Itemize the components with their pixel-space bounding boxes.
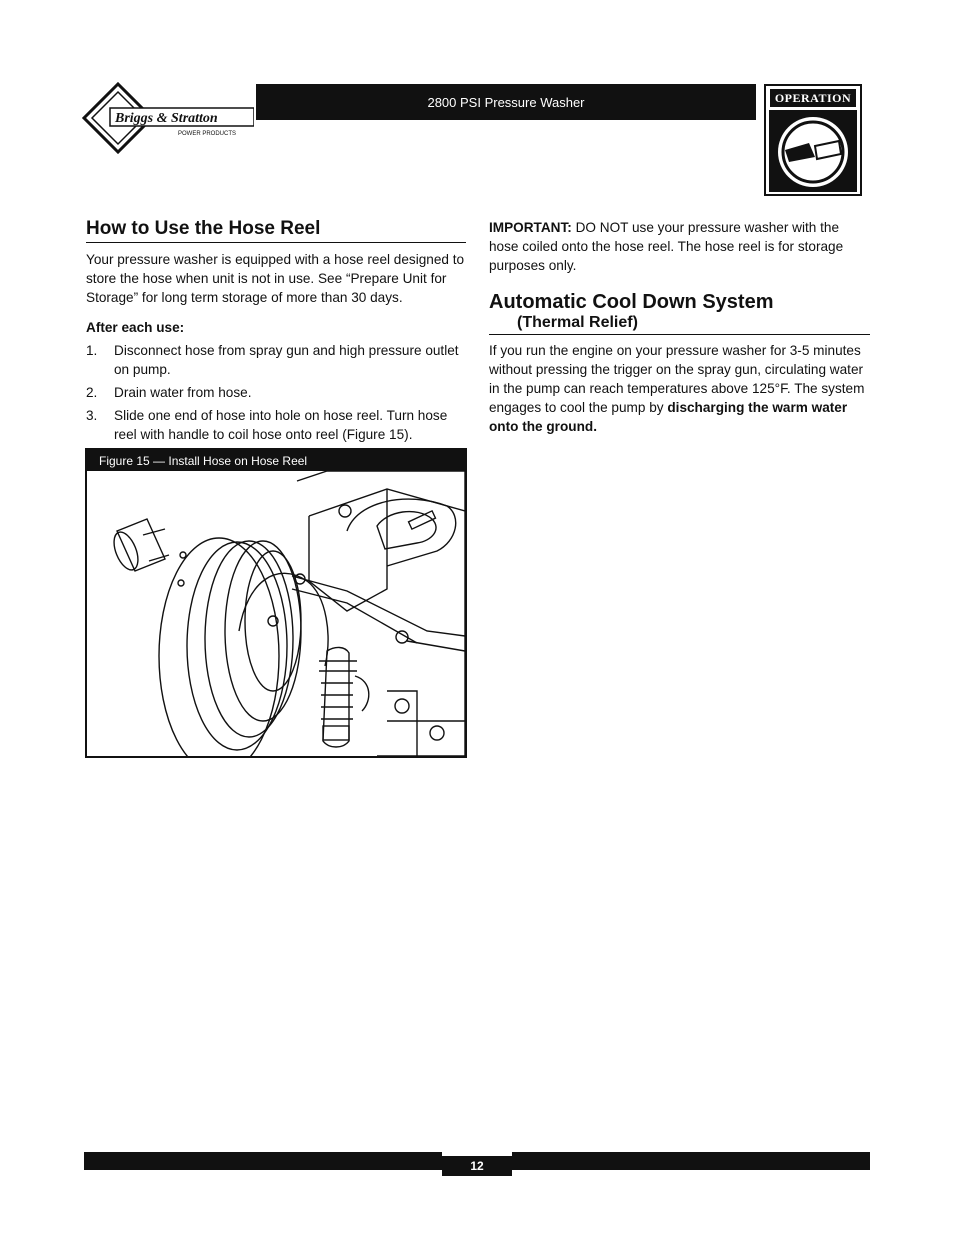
brand-name: Briggs & Stratton — [115, 111, 218, 126]
hose-reel-illustration — [87, 471, 465, 761]
footer-bar-right — [512, 1152, 870, 1170]
hose-reel-intro: Your pressure washer is equipped with a hose reel designed to store the hose when unit is not in use. See “Prepare Unit for Storage” for long term storage of more than 30 days. — [86, 252, 465, 305]
after-each-use-label: After each use: — [86, 320, 185, 335]
figure-caption: Figure 15 — Install Hose on Hose Reel — [87, 450, 465, 471]
step-text: Slide one end of hose into hole on hose reel. Turn hose reel with handle to coil hose onto reel (Figure 15). — [114, 408, 448, 442]
page-number: 12 — [442, 1156, 512, 1176]
hose-reel-steps — [86, 341, 466, 444]
step-text: Disconnect hose from spray gun and high pressure outlet on pump. — [114, 343, 459, 377]
thermal-relief-subheading: (Thermal Relief) — [489, 314, 870, 335]
operation-icon — [769, 110, 857, 197]
hose-reel-heading: How to Use the Hose Reel — [86, 218, 466, 243]
cool-down-heading: Automatic Cool Down System — [489, 291, 774, 313]
step-text: Drain water from hose. — [114, 385, 252, 400]
brand-tagline: POWER PRODUCTS — [178, 131, 237, 137]
left-column — [86, 218, 466, 448]
figure-15 — [85, 448, 467, 758]
step-number: 3. — [86, 408, 98, 423]
section-badge-label: OPERATION — [770, 89, 856, 107]
important-text: DO NOT use your pressure washer with the hose coiled onto the hose reel. The hose reel is for storage purposes only. — [489, 220, 844, 273]
brand-logo — [82, 82, 254, 154]
cool-down-body — [489, 341, 870, 436]
step-item — [86, 341, 466, 379]
step-item — [86, 406, 466, 444]
step-item — [86, 383, 466, 402]
header-bar — [256, 84, 756, 120]
section-badge — [764, 84, 862, 196]
important-label: IMPORTANT: — [489, 220, 572, 235]
important-notice — [489, 218, 870, 275]
cool-down-bold-text: discharging the warm water onto the ground. — [489, 400, 848, 434]
footer-bar-left — [84, 1152, 442, 1170]
right-column — [489, 218, 870, 436]
document-title: 2800 PSI Pressure Washer — [427, 94, 585, 110]
step-number: 1. — [86, 343, 98, 358]
step-number: 2. — [86, 385, 98, 400]
cool-down-text: If you run the engine on your pressure washer for 3-5 minutes without pressing the trigger on the spray gun, circulating water in the pump can reach temperatures above 125°F. The system engages to cool the pump by — [489, 343, 865, 415]
